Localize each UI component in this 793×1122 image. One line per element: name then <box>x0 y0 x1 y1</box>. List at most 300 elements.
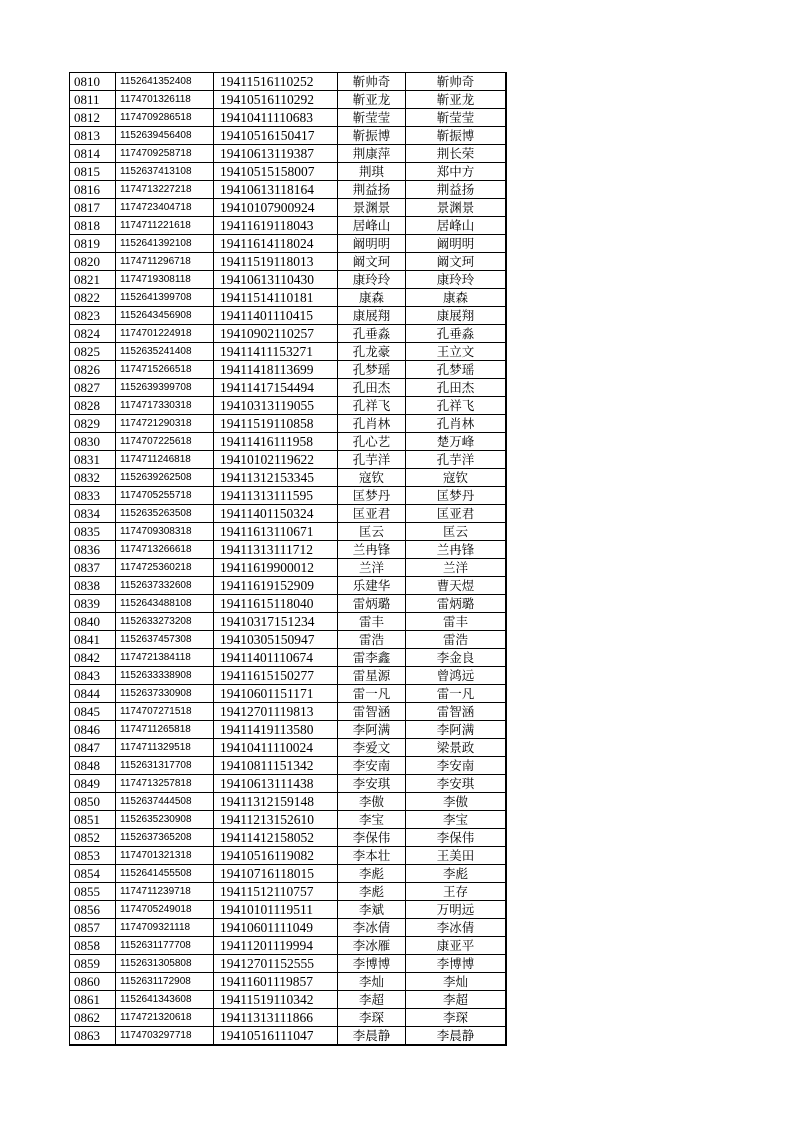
exam-number-cell: 19410411110683 <box>214 109 338 127</box>
exam-number-cell: 19410516110292 <box>214 91 338 109</box>
certificate-number-cell: 1174711296718 <box>116 253 214 271</box>
table-row <box>70 865 507 883</box>
confirmed-name-cell: 郑中方 <box>406 163 507 181</box>
confirmed-name-cell: 李超 <box>406 991 507 1009</box>
table-row <box>70 901 507 919</box>
name-cell: 寇钦 <box>338 469 406 487</box>
name-cell: 李斌 <box>338 901 406 919</box>
certificate-number-cell: 1174709321118 <box>116 919 214 937</box>
confirmed-name-cell: 李博博 <box>406 955 507 973</box>
serial-number-cell: 0813 <box>70 127 116 145</box>
serial-number-cell: 0820 <box>70 253 116 271</box>
exam-number-cell: 19411519110342 <box>214 991 338 1009</box>
serial-number-cell: 0824 <box>70 325 116 343</box>
certificate-number-cell: 1152631305808 <box>116 955 214 973</box>
serial-number-cell: 0860 <box>70 973 116 991</box>
certificate-number-cell: 1174723404718 <box>116 199 214 217</box>
name-cell: 兰冉锋 <box>338 541 406 559</box>
certificate-number-cell: 1174721384118 <box>116 649 214 667</box>
table-row <box>70 775 507 793</box>
exam-number-cell: 19411613110671 <box>214 523 338 541</box>
exam-number-cell: 19411516110252 <box>214 73 338 91</box>
exam-number-cell: 19411619900012 <box>214 559 338 577</box>
certificate-number-cell: 1174713266618 <box>116 541 214 559</box>
confirmed-name-cell: 阚明明 <box>406 235 507 253</box>
name-cell: 孔祥飞 <box>338 397 406 415</box>
confirmed-name-cell: 李宝 <box>406 811 507 829</box>
table-row <box>70 307 507 325</box>
table-row <box>70 649 507 667</box>
serial-number-cell: 0838 <box>70 577 116 595</box>
table-row <box>70 253 507 271</box>
confirmed-name-cell: 李金良 <box>406 649 507 667</box>
certificate-number-cell: 1174709286518 <box>116 109 214 127</box>
serial-number-cell: 0823 <box>70 307 116 325</box>
exam-number-cell: 19411619118043 <box>214 217 338 235</box>
certificate-number-cell: 1152633338908 <box>116 667 214 685</box>
name-cell: 李晨静 <box>338 1027 406 1046</box>
table-row <box>70 91 507 109</box>
serial-number-cell: 0822 <box>70 289 116 307</box>
table-row <box>70 703 507 721</box>
certificate-number-cell: 1152637444508 <box>116 793 214 811</box>
table-row <box>70 451 507 469</box>
name-cell: 靳振博 <box>338 127 406 145</box>
confirmed-name-cell: 荆长荣 <box>406 145 507 163</box>
table-row <box>70 469 507 487</box>
table-row <box>70 271 507 289</box>
exam-number-cell: 19411201119994 <box>214 937 338 955</box>
exam-number-cell: 19411512110757 <box>214 883 338 901</box>
name-cell: 雷浩 <box>338 631 406 649</box>
table-row <box>70 883 507 901</box>
name-cell: 匡亚君 <box>338 505 406 523</box>
table-row <box>70 1009 507 1027</box>
confirmed-name-cell: 曾鸿远 <box>406 667 507 685</box>
exam-number-cell: 19411514110181 <box>214 289 338 307</box>
confirmed-name-cell: 景渊景 <box>406 199 507 217</box>
table-row <box>70 145 507 163</box>
name-cell: 雷星源 <box>338 667 406 685</box>
confirmed-name-cell: 楚万峰 <box>406 433 507 451</box>
serial-number-cell: 0828 <box>70 397 116 415</box>
serial-number-cell: 0816 <box>70 181 116 199</box>
certificate-number-cell: 1152637365208 <box>116 829 214 847</box>
exam-number-cell: 19411312153345 <box>214 469 338 487</box>
table-row <box>70 937 507 955</box>
confirmed-name-cell: 王存 <box>406 883 507 901</box>
serial-number-cell: 0836 <box>70 541 116 559</box>
exam-number-cell: 19411601119857 <box>214 973 338 991</box>
exam-number-cell: 19411519118013 <box>214 253 338 271</box>
confirmed-name-cell: 李保伟 <box>406 829 507 847</box>
serial-number-cell: 0839 <box>70 595 116 613</box>
confirmed-name-cell: 兰冉锋 <box>406 541 507 559</box>
confirmed-name-cell: 雷丰 <box>406 613 507 631</box>
name-cell: 李爱文 <box>338 739 406 757</box>
serial-number-cell: 0843 <box>70 667 116 685</box>
name-cell: 李保伟 <box>338 829 406 847</box>
serial-number-cell: 0835 <box>70 523 116 541</box>
serial-number-cell: 0863 <box>70 1027 116 1046</box>
serial-number-cell: 0837 <box>70 559 116 577</box>
confirmed-name-cell: 匡亚君 <box>406 505 507 523</box>
table-row <box>70 721 507 739</box>
table-row <box>70 685 507 703</box>
certificate-number-cell: 1152641399708 <box>116 289 214 307</box>
confirmed-name-cell: 万明远 <box>406 901 507 919</box>
certificate-number-cell: 1174705249018 <box>116 901 214 919</box>
table-row <box>70 1027 507 1046</box>
table-row <box>70 73 507 91</box>
confirmed-name-cell: 李阿满 <box>406 721 507 739</box>
certificate-number-cell: 1152639262508 <box>116 469 214 487</box>
table-row <box>70 433 507 451</box>
table-row <box>70 199 507 217</box>
table-row <box>70 289 507 307</box>
confirmed-name-cell: 靳振博 <box>406 127 507 145</box>
certificate-number-cell: 1174719308118 <box>116 271 214 289</box>
certificate-number-cell: 1152631177708 <box>116 937 214 955</box>
name-cell: 李安南 <box>338 757 406 775</box>
certificate-number-cell: 1174721320618 <box>116 1009 214 1027</box>
table-row <box>70 793 507 811</box>
name-cell: 靳帅奇 <box>338 73 406 91</box>
exam-number-cell: 19410716118015 <box>214 865 338 883</box>
exam-number-cell: 19410601151171 <box>214 685 338 703</box>
certificate-number-cell: 1152635230908 <box>116 811 214 829</box>
serial-number-cell: 0830 <box>70 433 116 451</box>
serial-number-cell: 0845 <box>70 703 116 721</box>
confirmed-name-cell: 李彪 <box>406 865 507 883</box>
certificate-number-cell: 1152641343608 <box>116 991 214 1009</box>
serial-number-cell: 0825 <box>70 343 116 361</box>
serial-number-cell: 0850 <box>70 793 116 811</box>
table-row <box>70 325 507 343</box>
confirmed-name-cell: 李灿 <box>406 973 507 991</box>
name-cell: 康森 <box>338 289 406 307</box>
table-row <box>70 415 507 433</box>
name-cell: 靳亚龙 <box>338 91 406 109</box>
exam-number-cell: 19411401150324 <box>214 505 338 523</box>
name-cell: 李博博 <box>338 955 406 973</box>
certificate-number-cell: 1174711265818 <box>116 721 214 739</box>
certificate-number-cell: 1152635263508 <box>116 505 214 523</box>
certificate-number-cell: 1174711329518 <box>116 739 214 757</box>
serial-number-cell: 0831 <box>70 451 116 469</box>
name-cell: 匡云 <box>338 523 406 541</box>
exam-number-cell: 19410601111049 <box>214 919 338 937</box>
table-row <box>70 361 507 379</box>
table-row <box>70 217 507 235</box>
confirmed-name-cell: 孔田杰 <box>406 379 507 397</box>
name-cell: 荆益扬 <box>338 181 406 199</box>
name-cell: 孔垂淼 <box>338 325 406 343</box>
certificate-number-cell: 1174717330318 <box>116 397 214 415</box>
exam-number-cell: 19410613111438 <box>214 775 338 793</box>
name-cell: 李灿 <box>338 973 406 991</box>
name-cell: 李阿满 <box>338 721 406 739</box>
confirmed-name-cell: 李傲 <box>406 793 507 811</box>
confirmed-name-cell: 孔肖林 <box>406 415 507 433</box>
name-cell: 李彪 <box>338 865 406 883</box>
table-row <box>70 991 507 1009</box>
name-cell: 荆康萍 <box>338 145 406 163</box>
confirmed-name-cell: 康展翔 <box>406 307 507 325</box>
table-row <box>70 613 507 631</box>
exam-number-cell: 19411401110415 <box>214 307 338 325</box>
serial-number-cell: 0852 <box>70 829 116 847</box>
exam-number-cell: 19410811151342 <box>214 757 338 775</box>
table-row <box>70 757 507 775</box>
serial-number-cell: 0814 <box>70 145 116 163</box>
confirmed-name-cell: 匡云 <box>406 523 507 541</box>
certificate-number-cell: 1174715266518 <box>116 361 214 379</box>
table-row <box>70 919 507 937</box>
serial-number-cell: 0842 <box>70 649 116 667</box>
name-cell: 李本壮 <box>338 847 406 865</box>
table-row <box>70 397 507 415</box>
table-row <box>70 181 507 199</box>
serial-number-cell: 0856 <box>70 901 116 919</box>
name-cell: 李冰雁 <box>338 937 406 955</box>
exam-number-cell: 19411412158052 <box>214 829 338 847</box>
name-cell: 雷炳璐 <box>338 595 406 613</box>
confirmed-name-cell: 王立文 <box>406 343 507 361</box>
exam-number-cell: 19411312159148 <box>214 793 338 811</box>
confirmed-name-cell: 王美田 <box>406 847 507 865</box>
confirmed-name-cell: 雷一凡 <box>406 685 507 703</box>
confirmed-name-cell: 孔垂淼 <box>406 325 507 343</box>
table-row <box>70 631 507 649</box>
serial-number-cell: 0832 <box>70 469 116 487</box>
serial-number-cell: 0849 <box>70 775 116 793</box>
serial-number-cell: 0826 <box>70 361 116 379</box>
table-row <box>70 523 507 541</box>
serial-number-cell: 0817 <box>70 199 116 217</box>
confirmed-name-cell: 孔梦瑶 <box>406 361 507 379</box>
name-cell: 孔龙豪 <box>338 343 406 361</box>
exam-number-cell: 19411615150277 <box>214 667 338 685</box>
confirmed-name-cell: 曹天煜 <box>406 577 507 595</box>
confirmed-name-cell: 靳莹莹 <box>406 109 507 127</box>
confirmed-name-cell: 孔祥飞 <box>406 397 507 415</box>
serial-number-cell: 0810 <box>70 73 116 91</box>
table-row <box>70 163 507 181</box>
certificate-number-cell: 1174709258718 <box>116 145 214 163</box>
name-cell: 乐建华 <box>338 577 406 595</box>
name-cell: 靳莹莹 <box>338 109 406 127</box>
table-row <box>70 343 507 361</box>
table-row <box>70 973 507 991</box>
certificate-number-cell: 1174711246818 <box>116 451 214 469</box>
certificate-number-cell: 1174701224918 <box>116 325 214 343</box>
serial-number-cell: 0829 <box>70 415 116 433</box>
certificate-number-cell: 1174711239718 <box>116 883 214 901</box>
certificate-number-cell: 1152637330908 <box>116 685 214 703</box>
confirmed-name-cell: 康玲玲 <box>406 271 507 289</box>
exam-number-cell: 19411417154494 <box>214 379 338 397</box>
certificate-number-cell: 1174713227218 <box>116 181 214 199</box>
confirmed-name-cell: 梁景政 <box>406 739 507 757</box>
name-cell: 阚文珂 <box>338 253 406 271</box>
table-row <box>70 559 507 577</box>
exam-number-cell: 19411313111866 <box>214 1009 338 1027</box>
certificate-number-cell: 1174711221618 <box>116 217 214 235</box>
exam-number-cell: 19411313111595 <box>214 487 338 505</box>
name-cell: 康展翔 <box>338 307 406 325</box>
confirmed-name-cell: 兰洋 <box>406 559 507 577</box>
serial-number-cell: 0833 <box>70 487 116 505</box>
confirmed-name-cell: 雷智涵 <box>406 703 507 721</box>
confirmed-name-cell: 居峰山 <box>406 217 507 235</box>
confirmed-name-cell: 雷浩 <box>406 631 507 649</box>
certificate-number-cell: 1152641455508 <box>116 865 214 883</box>
name-cell: 阚明明 <box>338 235 406 253</box>
confirmed-name-cell: 李晨静 <box>406 1027 507 1046</box>
name-cell: 康玲玲 <box>338 271 406 289</box>
exam-number-cell: 19411416111958 <box>214 433 338 451</box>
certificate-number-cell: 1152631317708 <box>116 757 214 775</box>
serial-number-cell: 0818 <box>70 217 116 235</box>
exam-number-cell: 19410102119622 <box>214 451 338 469</box>
table-row <box>70 577 507 595</box>
exam-number-cell: 19410411110024 <box>214 739 338 757</box>
confirmed-name-cell: 雷炳璐 <box>406 595 507 613</box>
name-cell: 李宝 <box>338 811 406 829</box>
certificate-number-cell: 1152643456908 <box>116 307 214 325</box>
table-row <box>70 109 507 127</box>
certificate-number-cell: 1152643488108 <box>116 595 214 613</box>
name-cell: 李冰倩 <box>338 919 406 937</box>
name-cell: 孔田杰 <box>338 379 406 397</box>
certificate-number-cell: 1174721290318 <box>116 415 214 433</box>
name-cell: 李彪 <box>338 883 406 901</box>
certificate-number-cell: 1152641392108 <box>116 235 214 253</box>
name-cell: 居峰山 <box>338 217 406 235</box>
certificate-number-cell: 1174701326118 <box>116 91 214 109</box>
certificate-number-cell: 1174707271518 <box>116 703 214 721</box>
confirmed-name-cell: 荆益扬 <box>406 181 507 199</box>
name-cell: 雷智涵 <box>338 703 406 721</box>
name-cell: 孔梦瑶 <box>338 361 406 379</box>
exam-number-cell: 19410902110257 <box>214 325 338 343</box>
confirmed-name-cell: 阚文珂 <box>406 253 507 271</box>
name-cell: 李安琪 <box>338 775 406 793</box>
name-cell: 荆琪 <box>338 163 406 181</box>
exam-number-cell: 19410107900924 <box>214 199 338 217</box>
confirmed-name-cell: 寇钦 <box>406 469 507 487</box>
confirmed-name-cell: 匡梦丹 <box>406 487 507 505</box>
serial-number-cell: 0840 <box>70 613 116 631</box>
certificate-number-cell: 1174707225618 <box>116 433 214 451</box>
certificate-number-cell: 1152637332608 <box>116 577 214 595</box>
exam-number-cell: 19410613119387 <box>214 145 338 163</box>
exam-number-cell: 19410613110430 <box>214 271 338 289</box>
name-cell: 雷丰 <box>338 613 406 631</box>
serial-number-cell: 0858 <box>70 937 116 955</box>
exam-number-cell: 19411519110858 <box>214 415 338 433</box>
roster-table <box>69 72 507 1046</box>
serial-number-cell: 0846 <box>70 721 116 739</box>
table-row <box>70 667 507 685</box>
name-cell: 李超 <box>338 991 406 1009</box>
certificate-number-cell: 1174725360218 <box>116 559 214 577</box>
serial-number-cell: 0811 <box>70 91 116 109</box>
name-cell: 匡梦丹 <box>338 487 406 505</box>
confirmed-name-cell: 靳亚龙 <box>406 91 507 109</box>
exam-number-cell: 19410313119055 <box>214 397 338 415</box>
serial-number-cell: 0841 <box>70 631 116 649</box>
confirmed-name-cell: 康亚平 <box>406 937 507 955</box>
table-row <box>70 739 507 757</box>
table-row <box>70 379 507 397</box>
serial-number-cell: 0844 <box>70 685 116 703</box>
exam-number-cell: 19410613118164 <box>214 181 338 199</box>
table-row <box>70 487 507 505</box>
name-cell: 李傲 <box>338 793 406 811</box>
exam-number-cell: 19410516111047 <box>214 1027 338 1046</box>
certificate-number-cell: 1152639399708 <box>116 379 214 397</box>
name-cell: 景渊景 <box>338 199 406 217</box>
name-cell: 雷李鑫 <box>338 649 406 667</box>
serial-number-cell: 0848 <box>70 757 116 775</box>
serial-number-cell: 0853 <box>70 847 116 865</box>
serial-number-cell: 0834 <box>70 505 116 523</box>
exam-number-cell: 19410317151234 <box>214 613 338 631</box>
certificate-number-cell: 1152631172908 <box>116 973 214 991</box>
serial-number-cell: 0862 <box>70 1009 116 1027</box>
table-row <box>70 127 507 145</box>
certificate-number-cell: 1152637457308 <box>116 631 214 649</box>
certificate-number-cell: 1174713257818 <box>116 775 214 793</box>
name-cell: 孔心艺 <box>338 433 406 451</box>
exam-number-cell: 19410305150947 <box>214 631 338 649</box>
name-cell: 孔芋洋 <box>338 451 406 469</box>
serial-number-cell: 0861 <box>70 991 116 1009</box>
table-row <box>70 847 507 865</box>
table-row <box>70 505 507 523</box>
serial-number-cell: 0851 <box>70 811 116 829</box>
certificate-number-cell: 1152641352408 <box>116 73 214 91</box>
confirmed-name-cell: 李安南 <box>406 757 507 775</box>
serial-number-cell: 0819 <box>70 235 116 253</box>
table-row <box>70 541 507 559</box>
confirmed-name-cell: 康森 <box>406 289 507 307</box>
exam-number-cell: 19411401110674 <box>214 649 338 667</box>
confirmed-name-cell: 李冰倩 <box>406 919 507 937</box>
certificate-number-cell: 1152637413108 <box>116 163 214 181</box>
serial-number-cell: 0854 <box>70 865 116 883</box>
exam-number-cell: 19411614118024 <box>214 235 338 253</box>
exam-number-cell: 19411615118040 <box>214 595 338 613</box>
exam-number-cell: 19410516150417 <box>214 127 338 145</box>
serial-number-cell: 0827 <box>70 379 116 397</box>
certificate-number-cell: 1152633273208 <box>116 613 214 631</box>
roster-table-body <box>70 73 507 1046</box>
table-row <box>70 595 507 613</box>
serial-number-cell: 0857 <box>70 919 116 937</box>
certificate-number-cell: 1174709308318 <box>116 523 214 541</box>
exam-number-cell: 19412701152555 <box>214 955 338 973</box>
exam-number-cell: 19411213152610 <box>214 811 338 829</box>
confirmed-name-cell: 靳帅奇 <box>406 73 507 91</box>
name-cell: 兰洋 <box>338 559 406 577</box>
confirmed-name-cell: 李安琪 <box>406 775 507 793</box>
exam-number-cell: 19411619152909 <box>214 577 338 595</box>
certificate-number-cell: 1152635241408 <box>116 343 214 361</box>
serial-number-cell: 0847 <box>70 739 116 757</box>
